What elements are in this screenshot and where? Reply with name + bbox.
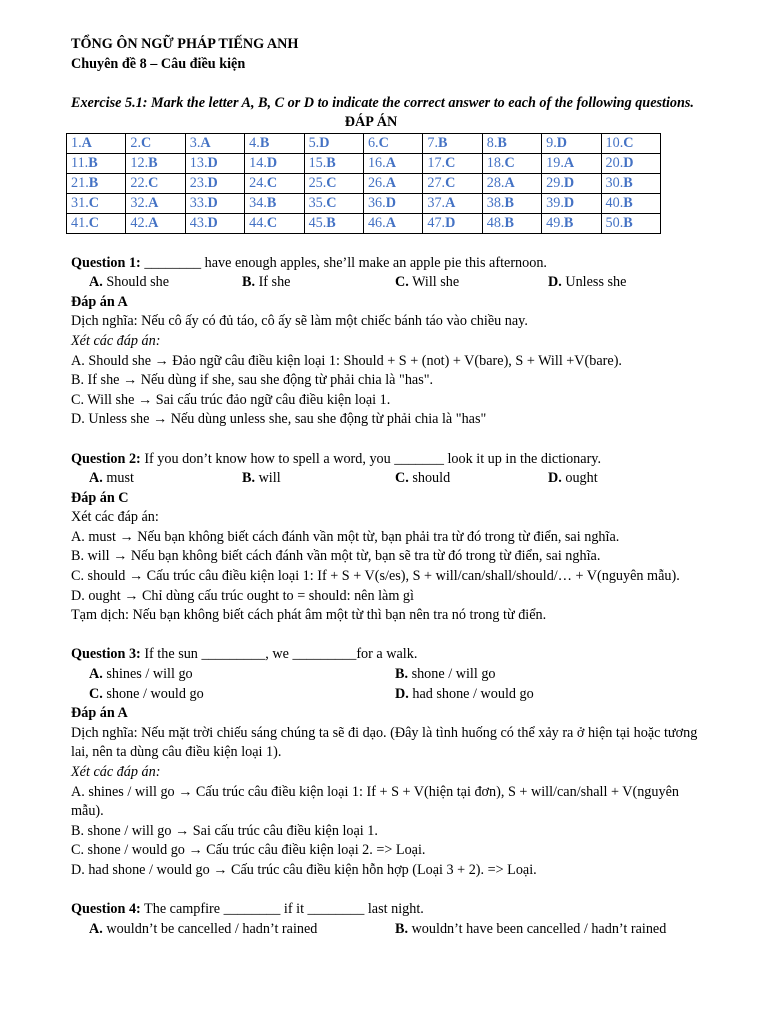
option-a: A. wouldn’t be cancelled / hadn’t rained xyxy=(89,920,318,937)
explanation-line: B. shone / will go → Sai cấu trúc câu điều kiện loại 1. xyxy=(71,822,378,839)
question-3-options-row-2 xyxy=(71,685,701,705)
explanation-line: Dịch nghĩa: Nếu cô ấy có đủ táo, cô ấy sẽ làm một chiếc bánh táo vào chiều nay. xyxy=(71,313,528,330)
answer-cell: 40.B xyxy=(601,193,660,213)
answer-cell: 8.B xyxy=(482,133,541,153)
question-1-options xyxy=(71,273,701,293)
option-a: A. Should she xyxy=(89,274,170,291)
answer-cell: 49.B xyxy=(542,213,601,233)
answer-cell: 5.D xyxy=(304,133,363,153)
question-2-options xyxy=(71,469,701,489)
answer-cell: 12.B xyxy=(126,153,185,173)
option-d: D. Unless she xyxy=(548,274,627,291)
option-b: B. shone / will go xyxy=(395,666,496,683)
answer-table xyxy=(66,133,661,234)
option-c: C. Will she xyxy=(395,274,460,291)
answer-cell: 36.D xyxy=(363,193,422,213)
answer-cell: 43.D xyxy=(185,213,244,233)
explanation-line: Xét các đáp án: xyxy=(71,764,161,780)
explanation-line: Dịch nghĩa: Nếu mặt trời chiếu sáng chúng ta sẽ đi dạo. (Đây là tình huống có thể xảy ra ở hiện tại hoặc tương lai, nên ta dùng câu điều kiện loại 1). xyxy=(71,724,698,761)
answer-key: Đáp án A xyxy=(71,705,128,722)
answer-cell: 19.A xyxy=(542,153,601,173)
answer-cell: 34.B xyxy=(245,193,304,213)
exercise-label: Exercise 5.1 xyxy=(71,94,143,111)
answer-cell: 37.A xyxy=(423,193,482,213)
answer-key: Đáp án A xyxy=(71,293,128,310)
answer-cell: 39.D xyxy=(542,193,601,213)
exercise-text: : Mark the letter A, B, C or D to indicate the correct answer to each of the following questions. xyxy=(142,94,694,111)
answer-cell: 42.A xyxy=(126,213,185,233)
answer-cell: 25.C xyxy=(304,173,363,193)
question-text: ________ have enough apples, she’ll make an apple pie this afternoon. xyxy=(140,254,547,271)
answer-cell: 22.C xyxy=(126,173,185,193)
answer-cell: 50.B xyxy=(601,213,660,233)
option-b: B. will xyxy=(242,470,281,487)
question-label: Question 3: xyxy=(71,646,141,663)
question-label: Question 1: xyxy=(71,254,141,271)
answer-cell: 7.B xyxy=(423,133,482,153)
answer-cell: 17.C xyxy=(423,153,482,173)
answer-key: Đáp án C xyxy=(71,489,129,506)
document-page xyxy=(71,35,701,939)
explanation-line: C. should → Cấu trúc câu điều kiện loại 1: If + S + V(s/es), S + will/can/shall/should/… + V(nguyên mẫu). xyxy=(71,568,680,585)
answer-table-row xyxy=(67,193,661,213)
answer-cell: 35.C xyxy=(304,193,363,213)
option-d: D. ought xyxy=(548,470,598,487)
option-d: D. had shone / would go xyxy=(395,685,534,702)
answer-cell: 46.A xyxy=(363,213,422,233)
answer-table-row xyxy=(67,153,661,173)
answer-cell: 2.C xyxy=(126,133,185,153)
question-2 xyxy=(71,450,701,470)
answer-cell: 13.D xyxy=(185,153,244,173)
question-text: The campfire ________ if it ________ last night. xyxy=(140,901,424,918)
question-4-options xyxy=(71,920,701,940)
answer-cell: 24.C xyxy=(245,173,304,193)
answer-cell: 28.A xyxy=(482,173,541,193)
option-a: A. must xyxy=(89,470,134,487)
answer-heading: ĐÁP ÁN xyxy=(344,114,398,131)
answer-cell: 18.C xyxy=(482,153,541,173)
option-a: A. shines / will go xyxy=(89,666,193,683)
answer-table-row xyxy=(67,133,661,153)
explanation-line: D. had shone / would go → Cấu trúc câu điều kiện hỗn hợp (Loại 3 + 2). => Loại. xyxy=(71,861,537,878)
question-label: Question 4: xyxy=(71,901,141,918)
explanation-line: Tạm dịch: Nếu bạn không biết cách phát âm một từ thì bạn nên tra nó trong từ điển. xyxy=(71,607,547,624)
exercise-instruction xyxy=(71,94,701,114)
answer-cell: 9.D xyxy=(542,133,601,153)
answer-cell: 16.A xyxy=(363,153,422,173)
question-text: If you don’t know how to spell a word, you _______ look it up in the dictionary. xyxy=(140,450,602,467)
question-label: Question 2: xyxy=(71,450,141,467)
answer-cell: 48.B xyxy=(482,213,541,233)
question-3 xyxy=(71,645,701,665)
explanation-line: B. will → Nếu bạn không biết cách đánh vần một từ, bạn sẽ tra từ đó trong từ điển, sai nghĩa. xyxy=(71,548,601,565)
answer-table-row xyxy=(67,173,661,193)
answer-cell: 3.A xyxy=(185,133,244,153)
answer-cell: 31.C xyxy=(67,193,126,213)
explanation-line: B. If she → Nếu dùng if she, sau she động từ phải chia là "has". xyxy=(71,372,434,389)
option-c: C. shone / would go xyxy=(89,685,204,702)
answer-cell: 29.D xyxy=(542,173,601,193)
option-b: B. If she xyxy=(242,274,291,291)
answer-cell: 14.D xyxy=(245,153,304,173)
explanation-line: A. shines / will go → Cấu trúc câu điều kiện loại 1: If + S + V(hiện tại đơn), S + will/can/shall + V(nguyên mẫu). xyxy=(71,783,679,820)
answer-cell: 44.C xyxy=(245,213,304,233)
answer-cell: 47.D xyxy=(423,213,482,233)
answer-cell: 6.C xyxy=(363,133,422,153)
explanation-line: Xét các đáp án: xyxy=(71,332,161,349)
answer-cell: 33.D xyxy=(185,193,244,213)
answer-cell: 21.B xyxy=(67,173,126,193)
explanation-line: C. Will she → Sai cấu trúc đảo ngữ câu điều kiện loại 1. xyxy=(71,391,391,408)
answer-cell: 45.B xyxy=(304,213,363,233)
question-text: If the sun _________, we _________for a walk. xyxy=(140,646,418,663)
answer-cell: 23.D xyxy=(185,173,244,193)
question-4 xyxy=(71,900,701,920)
answer-cell: 15.B xyxy=(304,153,363,173)
answer-cell: 10.C xyxy=(601,133,660,153)
doc-subtitle: Chuyên đề 8 – Câu điều kiện xyxy=(71,55,246,72)
answer-cell: 20.D xyxy=(601,153,660,173)
answer-table-row xyxy=(67,213,661,233)
explanation-line: D. ought → Chỉ dùng cấu trúc ought to = should: nên làm gì xyxy=(71,587,414,604)
explanation-line: D. Unless she → Nếu dùng unless she, sau she động từ phải chia là "has" xyxy=(71,411,487,428)
explanation-line: Xét các đáp án: xyxy=(71,509,159,526)
answer-cell: 11.B xyxy=(67,153,126,173)
answer-cell: 26.A xyxy=(363,173,422,193)
explanation-line: A. Should she → Đảo ngữ câu điều kiện loại 1: Should + S + (not) + V(bare), S + Will +V(bare). xyxy=(71,352,622,369)
option-c: C. should xyxy=(395,470,451,487)
answer-cell: 4.B xyxy=(245,133,304,153)
answer-cell: 30.B xyxy=(601,173,660,193)
answer-cell: 1.A xyxy=(67,133,126,153)
question-3-options-row-1 xyxy=(71,665,701,685)
answer-cell: 27.C xyxy=(423,173,482,193)
explanation-line: C. shone / would go → Cấu trúc câu điều kiện loại 2. => Loại. xyxy=(71,842,426,859)
option-b: B. wouldn’t have been cancelled / hadn’t rained xyxy=(395,920,667,937)
answer-cell: 41.C xyxy=(67,213,126,233)
question-1 xyxy=(71,254,701,274)
explanation-line: A. must → Nếu bạn không biết cách đánh vần một từ, bạn phải tra từ đó trong từ điển, sai nghĩa. xyxy=(71,528,620,545)
doc-title: TỔNG ÔN NGỮ PHÁP TIẾNG ANH xyxy=(71,36,299,52)
answer-cell: 32.A xyxy=(126,193,185,213)
answer-cell: 38.B xyxy=(482,193,541,213)
